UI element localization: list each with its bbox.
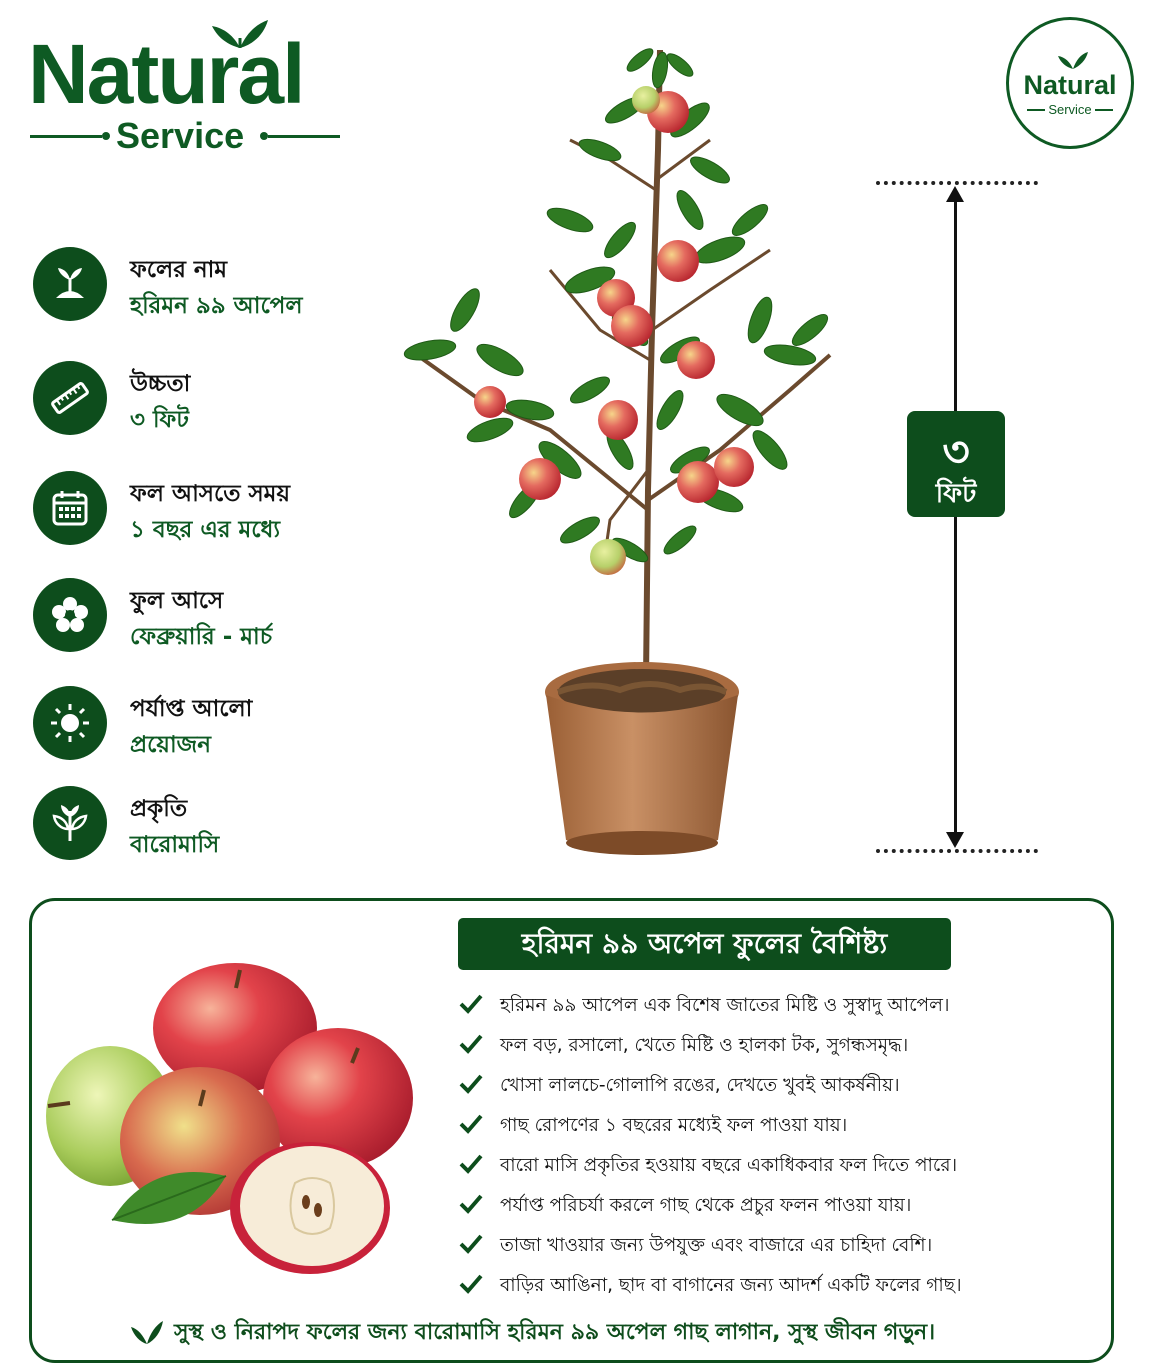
check-icon [458,1073,484,1095]
leaf-icon [1057,48,1089,70]
feature-fruit-time [33,471,363,551]
list-item [458,1029,1078,1061]
plant-leaves-icon [50,803,90,843]
flower-icon [50,595,90,635]
footer-slogan [130,1313,1070,1349]
list-item-text: বাড়ির আঙিনা, ছাদ বা বাগানের জন্য আদর্শ একটি ফলের গাছ। [500,1275,962,1296]
ruler-icon [50,378,90,418]
list-item-text: পর্যাপ্ত পরিচর্যা করলে গাছ থেকে প্রচুর ফলন পাওয়া যায়। [500,1195,912,1216]
feature-value: বারোমাসি [130,832,220,858]
footer-text: সুস্থ ও নিরাপদ ফলের জন্য বারোমাসি হরিমন ৯৯ অপেল গাছ লাগান, সুস্থ জীবন গড়ুন। [174,1320,936,1345]
divider-dot [102,132,110,140]
check-icon [458,1193,484,1215]
feature-value: হরিমন ৯৯ আপেল [130,293,303,319]
list-item [458,1069,1078,1101]
feature-title: পর্যাপ্ত আলো [130,696,253,722]
divider [1095,109,1113,111]
feature-icon-circle [33,578,107,652]
list-item-text: খোসা লালচে-গোলাপি রঙের, দেখতে খুবই আকর্ষনীয়। [500,1075,900,1096]
list-item [458,1189,1078,1221]
apple-tree-image [390,30,860,870]
divider-dot [260,132,268,140]
feature-value: ১ বছর এর মধ্যে [130,517,281,543]
height-number: ৩ [942,427,970,476]
list-item [458,1149,1078,1181]
feature-icon-circle [33,247,107,321]
list-item-text: হরিমন ৯৯ আপেল এক বিশেষ জাতের মিষ্টি ও সুস্বাদু আপেল। [500,995,950,1016]
panel-title: হরিমন ৯৯ অপেল ফুলের বৈশিষ্ট্য [458,918,951,970]
feature-value: প্রয়োজন [130,732,211,758]
calendar-icon [50,488,90,528]
badge-logo [1006,17,1134,149]
list-item [458,1109,1078,1141]
feature-flowering [33,578,363,658]
feature-height [33,361,363,441]
feature-title: ফুল আসে [130,588,224,614]
brand-logo [28,12,348,162]
badge-tagline: Service [1048,102,1092,117]
bottom-dotted-line [876,849,1038,853]
feature-value: ফেব্রুয়ারি - মার্চ [130,624,273,650]
sprout-icon [50,264,90,304]
apples-image [40,958,420,1278]
badge-name: Natural [1023,70,1117,100]
feature-fruit-name [33,247,363,327]
check-icon [458,1233,484,1255]
list-item-text: ফল বড়, রসালো, খেতে মিষ্টি ও হালকা টক, সুগন্ধসমৃদ্ধ। [500,1035,909,1056]
divider [268,135,340,138]
feature-light [33,686,363,766]
list-item [458,1269,1078,1301]
check-icon [458,1153,484,1175]
list-item [458,1229,1078,1261]
feature-value: ৩ ফিট [130,407,189,433]
height-unit: ফিট [935,479,977,509]
check-icon [458,1273,484,1295]
feature-icon-circle [33,686,107,760]
list-item-text: তাজা খাওয়ার জন্য উপযুক্ত এবং বাজারে এর চাহিদা বেশি। [500,1235,933,1256]
list-item-text: বারো মাসি প্রকৃতির হওয়ায় বছরে একাধিকবার ফল দিতে পারে। [500,1155,958,1176]
feature-title: ফল আসতে সময় [130,481,290,507]
feature-title: প্রকৃতি [130,796,188,822]
height-label [907,411,1005,517]
divider [30,135,102,138]
feature-icon-circle [33,786,107,860]
top-dotted-line [876,181,1038,185]
feature-icon-circle [33,471,107,545]
check-icon [458,1033,484,1055]
brand-name: Natural [28,27,304,121]
feature-title: ফলের নাম [130,257,228,283]
check-icon [458,993,484,1015]
sun-icon [50,703,90,743]
feature-icon-circle [33,361,107,435]
leaf-icon [130,1315,164,1345]
feature-nature [33,786,363,866]
check-icon [458,1113,484,1135]
list-item-text: গাছ রোপণের ১ বছরের মধ্যেই ফল পাওয়া যায়। [500,1115,848,1136]
brand-tagline: Service [116,115,245,156]
feature-title: উচ্চতা [130,371,191,397]
arrow-down-icon [946,832,964,848]
list-item [458,989,1078,1021]
